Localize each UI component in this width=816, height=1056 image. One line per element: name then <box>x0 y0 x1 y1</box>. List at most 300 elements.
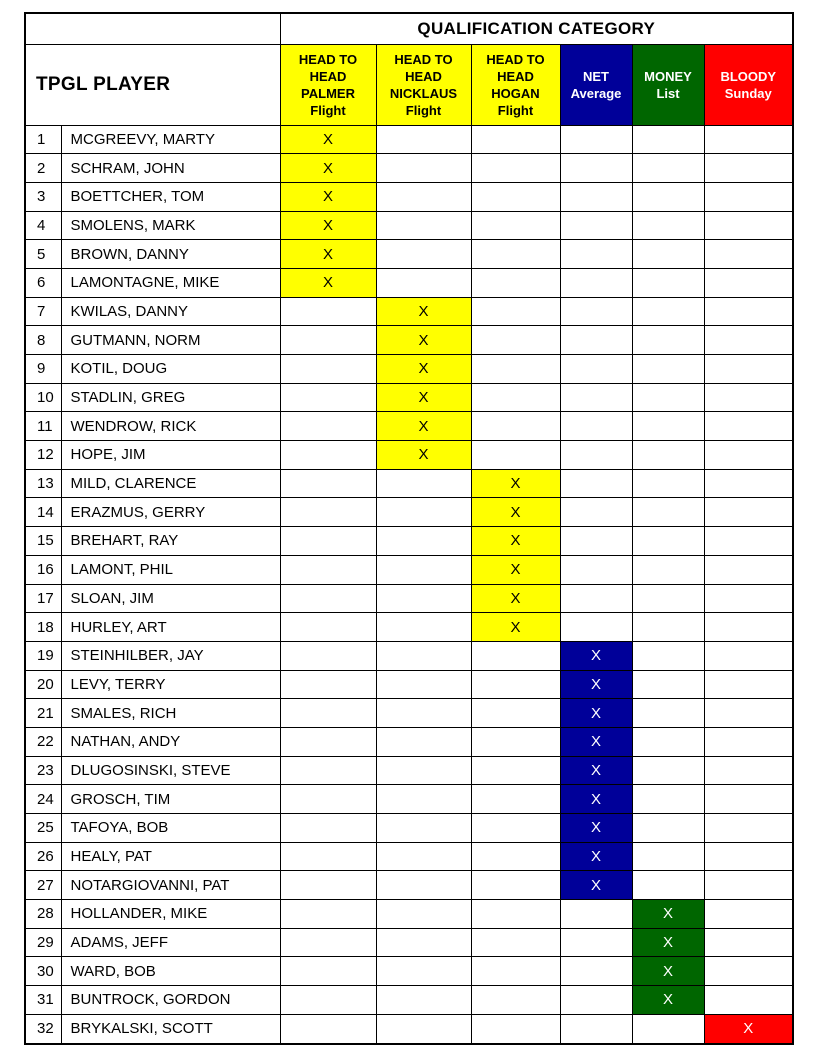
empty-cell <box>704 641 793 670</box>
empty-cell <box>560 498 632 527</box>
empty-cell <box>376 814 471 843</box>
empty-cell <box>632 355 704 384</box>
empty-cell <box>471 957 560 986</box>
empty-cell <box>704 842 793 871</box>
player-name: SMOLENS, MARK <box>61 211 280 240</box>
qualification-mark-nicklaus: X <box>376 326 471 355</box>
empty-cell <box>376 986 471 1015</box>
qualification-mark-net: X <box>560 670 632 699</box>
table-row <box>25 613 793 642</box>
empty-cell <box>471 871 560 900</box>
empty-cell <box>376 555 471 584</box>
empty-cell <box>704 584 793 613</box>
player-name: SCHRAM, JOHN <box>61 154 280 183</box>
empty-cell <box>280 756 376 785</box>
player-name: NOTARGIOVANNI, PAT <box>61 871 280 900</box>
empty-cell <box>376 268 471 297</box>
table-row <box>25 527 793 556</box>
table-row <box>25 785 793 814</box>
empty-cell <box>704 412 793 441</box>
empty-cell <box>280 928 376 957</box>
empty-cell <box>560 584 632 613</box>
player-number: 28 <box>25 900 61 929</box>
player-number: 32 <box>25 1014 61 1043</box>
empty-cell <box>376 842 471 871</box>
empty-cell <box>376 641 471 670</box>
empty-cell <box>632 154 704 183</box>
empty-cell <box>280 355 376 384</box>
empty-cell <box>560 469 632 498</box>
player-number: 16 <box>25 555 61 584</box>
qualification-table <box>24 12 794 1045</box>
empty-cell <box>632 211 704 240</box>
category-header-bloody <box>704 44 793 125</box>
player-name: DLUGOSINSKI, STEVE <box>61 756 280 785</box>
empty-cell <box>632 1014 704 1043</box>
table-row <box>25 727 793 756</box>
empty-cell <box>704 699 793 728</box>
player-number: 25 <box>25 814 61 843</box>
empty-cell <box>704 355 793 384</box>
empty-cell <box>560 383 632 412</box>
empty-cell <box>704 555 793 584</box>
player-number: 30 <box>25 957 61 986</box>
empty-cell <box>704 613 793 642</box>
empty-cell <box>632 268 704 297</box>
empty-cell <box>632 240 704 269</box>
qualification-mark-hogan: X <box>471 555 560 584</box>
table-row <box>25 756 793 785</box>
player-number: 9 <box>25 355 61 384</box>
player-name: MILD, CLARENCE <box>61 469 280 498</box>
player-number: 12 <box>25 441 61 470</box>
category-header-money <box>632 44 704 125</box>
player-name: HURLEY, ART <box>61 613 280 642</box>
qualification-mark-palmer: X <box>280 154 376 183</box>
category-header-line: HEAD TO <box>298 51 358 67</box>
qualification-mark-hogan: X <box>471 527 560 556</box>
qualification-mark-nicklaus: X <box>376 355 471 384</box>
empty-cell <box>471 1014 560 1043</box>
empty-cell <box>471 268 560 297</box>
qualification-mark-net: X <box>560 641 632 670</box>
empty-cell <box>280 670 376 699</box>
empty-cell <box>471 785 560 814</box>
empty-cell <box>280 957 376 986</box>
player-number: 14 <box>25 498 61 527</box>
qualification-mark-hogan: X <box>471 613 560 642</box>
empty-cell <box>632 842 704 871</box>
player-number: 13 <box>25 469 61 498</box>
table-row <box>25 584 793 613</box>
player-name: HEALY, PAT <box>61 842 280 871</box>
qualification-mark-net: X <box>560 871 632 900</box>
empty-cell <box>471 326 560 355</box>
empty-cell <box>704 527 793 556</box>
empty-cell <box>560 240 632 269</box>
empty-cell <box>560 182 632 211</box>
player-name: ADAMS, JEFF <box>61 928 280 957</box>
empty-cell <box>632 727 704 756</box>
player-name: SLOAN, JIM <box>61 584 280 613</box>
empty-cell <box>632 498 704 527</box>
qualification-mark-money: X <box>632 900 704 929</box>
qualification-mark-hogan: X <box>471 469 560 498</box>
player-name: WENDROW, RICK <box>61 412 280 441</box>
empty-cell <box>560 268 632 297</box>
empty-cell <box>280 727 376 756</box>
empty-cell <box>471 383 560 412</box>
qualification-mark-net: X <box>560 814 632 843</box>
header-row-top <box>25 13 793 44</box>
empty-cell <box>376 527 471 556</box>
player-number: 1 <box>25 125 61 154</box>
player-number: 29 <box>25 928 61 957</box>
qualification-mark-net: X <box>560 699 632 728</box>
empty-cell <box>280 699 376 728</box>
player-name: BUNTROCK, GORDON <box>61 986 280 1015</box>
player-name: TAFOYA, BOB <box>61 814 280 843</box>
empty-cell <box>704 785 793 814</box>
player-name: LAMONT, PHIL <box>61 555 280 584</box>
empty-cell <box>560 441 632 470</box>
empty-cell <box>471 211 560 240</box>
qualification-mark-palmer: X <box>280 182 376 211</box>
empty-cell <box>704 986 793 1015</box>
empty-cell <box>632 297 704 326</box>
category-header-line: NICKLAUS <box>389 85 458 101</box>
empty-cell <box>376 1014 471 1043</box>
empty-cell <box>376 727 471 756</box>
category-header-hogan <box>471 44 560 125</box>
empty-cell <box>471 814 560 843</box>
empty-cell <box>632 555 704 584</box>
table-row <box>25 641 793 670</box>
player-number: 21 <box>25 699 61 728</box>
category-header-line: HEAD <box>405 68 442 84</box>
empty-cell <box>376 928 471 957</box>
empty-cell <box>376 125 471 154</box>
qualification-mark-palmer: X <box>280 268 376 297</box>
empty-cell <box>280 555 376 584</box>
player-number: 5 <box>25 240 61 269</box>
empty-cell <box>376 785 471 814</box>
empty-cell <box>560 412 632 441</box>
empty-cell <box>704 441 793 470</box>
qualification-mark-hogan: X <box>471 498 560 527</box>
category-header-line: BLOODY <box>720 68 777 84</box>
empty-cell <box>280 584 376 613</box>
empty-cell <box>280 441 376 470</box>
empty-cell <box>632 613 704 642</box>
empty-cell <box>280 814 376 843</box>
empty-cell <box>280 785 376 814</box>
table-row <box>25 268 793 297</box>
empty-cell <box>704 670 793 699</box>
player-number: 22 <box>25 727 61 756</box>
empty-cell <box>280 383 376 412</box>
empty-cell <box>376 498 471 527</box>
empty-cell <box>471 670 560 699</box>
empty-cell <box>280 527 376 556</box>
qualification-mark-nicklaus: X <box>376 441 471 470</box>
empty-cell <box>471 756 560 785</box>
table-row <box>25 957 793 986</box>
player-list <box>25 125 793 1044</box>
player-name: KWILAS, DANNY <box>61 297 280 326</box>
category-header-line: NET <box>583 68 609 84</box>
category-header-line: Average <box>570 85 622 101</box>
category-header-line: Sunday <box>724 85 772 101</box>
empty-cell <box>704 871 793 900</box>
table-row <box>25 1014 793 1043</box>
empty-cell <box>376 469 471 498</box>
player-name: HOPE, JIM <box>61 441 280 470</box>
player-number: 7 <box>25 297 61 326</box>
player-name: GROSCH, TIM <box>61 785 280 814</box>
empty-cell <box>471 125 560 154</box>
empty-cell <box>560 355 632 384</box>
empty-cell <box>560 928 632 957</box>
category-header-line: Flight <box>497 102 534 118</box>
empty-cell <box>280 842 376 871</box>
qualification-mark-palmer: X <box>280 240 376 269</box>
table-row <box>25 900 793 929</box>
player-name: HOLLANDER, MIKE <box>61 900 280 929</box>
empty-cell <box>560 555 632 584</box>
player-number: 3 <box>25 182 61 211</box>
empty-cell <box>471 727 560 756</box>
category-header-line: HEAD TO <box>394 51 453 67</box>
empty-cell <box>632 182 704 211</box>
empty-cell <box>704 268 793 297</box>
table-row <box>25 412 793 441</box>
empty-cell <box>471 441 560 470</box>
empty-cell <box>376 699 471 728</box>
qualification-mark-palmer: X <box>280 211 376 240</box>
category-header-line: HOGAN <box>491 85 540 101</box>
empty-cell <box>471 900 560 929</box>
qualification-mark-net: X <box>560 842 632 871</box>
player-number: 24 <box>25 785 61 814</box>
empty-cell <box>376 900 471 929</box>
header-blank-cell <box>25 13 280 44</box>
player-number: 11 <box>25 412 61 441</box>
empty-cell <box>632 814 704 843</box>
empty-cell <box>560 986 632 1015</box>
category-header-line: Flight <box>310 102 346 118</box>
player-name: LEVY, TERRY <box>61 670 280 699</box>
empty-cell <box>471 240 560 269</box>
empty-cell <box>280 297 376 326</box>
player-name: BRYKALSKI, SCOTT <box>61 1014 280 1043</box>
player-number: 23 <box>25 756 61 785</box>
player-name: BOETTCHER, TOM <box>61 182 280 211</box>
qualification-mark-net: X <box>560 756 632 785</box>
empty-cell <box>632 785 704 814</box>
empty-cell <box>632 383 704 412</box>
empty-cell <box>560 326 632 355</box>
player-name: STADLIN, GREG <box>61 383 280 412</box>
empty-cell <box>704 182 793 211</box>
player-name: GUTMANN, NORM <box>61 326 280 355</box>
empty-cell <box>376 182 471 211</box>
empty-cell <box>280 900 376 929</box>
empty-cell <box>560 527 632 556</box>
qualification-mark-money: X <box>632 928 704 957</box>
player-number: 19 <box>25 641 61 670</box>
empty-cell <box>280 1014 376 1043</box>
empty-cell <box>632 412 704 441</box>
player-number: 27 <box>25 871 61 900</box>
table-row <box>25 498 793 527</box>
empty-cell <box>376 957 471 986</box>
table-row <box>25 182 793 211</box>
table-row <box>25 441 793 470</box>
table-row <box>25 297 793 326</box>
empty-cell <box>280 498 376 527</box>
table-row <box>25 326 793 355</box>
player-number: 20 <box>25 670 61 699</box>
header-row-categories <box>25 44 793 125</box>
table-row <box>25 871 793 900</box>
empty-cell <box>471 842 560 871</box>
category-header-line: List <box>656 85 680 101</box>
player-number: 2 <box>25 154 61 183</box>
empty-cell <box>280 469 376 498</box>
player-number: 15 <box>25 527 61 556</box>
player-number: 17 <box>25 584 61 613</box>
empty-cell <box>560 154 632 183</box>
category-header-line: HEAD <box>497 68 534 84</box>
table-row <box>25 355 793 384</box>
player-name: LAMONTAGNE, MIKE <box>61 268 280 297</box>
table-row <box>25 240 793 269</box>
empty-cell <box>704 383 793 412</box>
empty-cell <box>704 957 793 986</box>
table-row <box>25 928 793 957</box>
empty-cell <box>471 641 560 670</box>
player-name: SMALES, RICH <box>61 699 280 728</box>
table-row <box>25 383 793 412</box>
empty-cell <box>704 211 793 240</box>
category-header-palmer <box>280 44 376 125</box>
empty-cell <box>471 412 560 441</box>
player-number: 4 <box>25 211 61 240</box>
empty-cell <box>471 355 560 384</box>
category-header-line: Flight <box>405 102 442 118</box>
empty-cell <box>376 154 471 183</box>
empty-cell <box>704 125 793 154</box>
empty-cell <box>471 699 560 728</box>
empty-cell <box>704 498 793 527</box>
empty-cell <box>280 326 376 355</box>
player-name: KOTIL, DOUG <box>61 355 280 384</box>
table-row <box>25 670 793 699</box>
empty-cell <box>280 613 376 642</box>
qualification-mark-nicklaus: X <box>376 297 471 326</box>
empty-cell <box>632 670 704 699</box>
qualification-category-title: QUALIFICATION CATEGORY <box>280 13 793 44</box>
player-column-header: TPGL PLAYER <box>25 44 280 125</box>
table-row <box>25 842 793 871</box>
empty-cell <box>704 297 793 326</box>
empty-cell <box>704 469 793 498</box>
empty-cell <box>560 1014 632 1043</box>
empty-cell <box>632 871 704 900</box>
qualification-mark-net: X <box>560 785 632 814</box>
empty-cell <box>632 326 704 355</box>
player-name: WARD, BOB <box>61 957 280 986</box>
empty-cell <box>632 125 704 154</box>
player-name: ERAZMUS, GERRY <box>61 498 280 527</box>
category-header-line: HEAD <box>309 68 347 84</box>
player-name: MCGREEVY, MARTY <box>61 125 280 154</box>
empty-cell <box>471 297 560 326</box>
qualification-mark-net: X <box>560 727 632 756</box>
empty-cell <box>560 297 632 326</box>
player-number: 31 <box>25 986 61 1015</box>
empty-cell <box>376 584 471 613</box>
empty-cell <box>560 957 632 986</box>
empty-cell <box>632 756 704 785</box>
empty-cell <box>376 871 471 900</box>
empty-cell <box>280 871 376 900</box>
empty-cell <box>704 240 793 269</box>
table-row <box>25 986 793 1015</box>
empty-cell <box>280 986 376 1015</box>
qualification-mark-money: X <box>632 957 704 986</box>
empty-cell <box>471 928 560 957</box>
qualification-mark-hogan: X <box>471 584 560 613</box>
player-number: 26 <box>25 842 61 871</box>
player-name: STEINHILBER, JAY <box>61 641 280 670</box>
empty-cell <box>560 211 632 240</box>
empty-cell <box>632 469 704 498</box>
empty-cell <box>376 756 471 785</box>
empty-cell <box>471 986 560 1015</box>
empty-cell <box>632 641 704 670</box>
table-row <box>25 469 793 498</box>
category-header-line: PALMER <box>301 85 355 101</box>
qualification-mark-nicklaus: X <box>376 383 471 412</box>
qualification-mark-palmer: X <box>280 125 376 154</box>
empty-cell <box>376 613 471 642</box>
player-number: 8 <box>25 326 61 355</box>
empty-cell <box>704 756 793 785</box>
empty-cell <box>632 527 704 556</box>
empty-cell <box>376 211 471 240</box>
category-header-line: HEAD TO <box>486 51 545 67</box>
player-number: 10 <box>25 383 61 412</box>
player-name: NATHAN, ANDY <box>61 727 280 756</box>
empty-cell <box>632 699 704 728</box>
table-row <box>25 211 793 240</box>
qualification-mark-money: X <box>632 986 704 1015</box>
empty-cell <box>704 727 793 756</box>
table-row <box>25 699 793 728</box>
empty-cell <box>704 154 793 183</box>
empty-cell <box>560 613 632 642</box>
table-row <box>25 555 793 584</box>
table-row <box>25 154 793 183</box>
empty-cell <box>632 584 704 613</box>
empty-cell <box>560 125 632 154</box>
category-header-net <box>560 44 632 125</box>
category-header-nicklaus <box>376 44 471 125</box>
qualification-mark-nicklaus: X <box>376 412 471 441</box>
player-number: 6 <box>25 268 61 297</box>
